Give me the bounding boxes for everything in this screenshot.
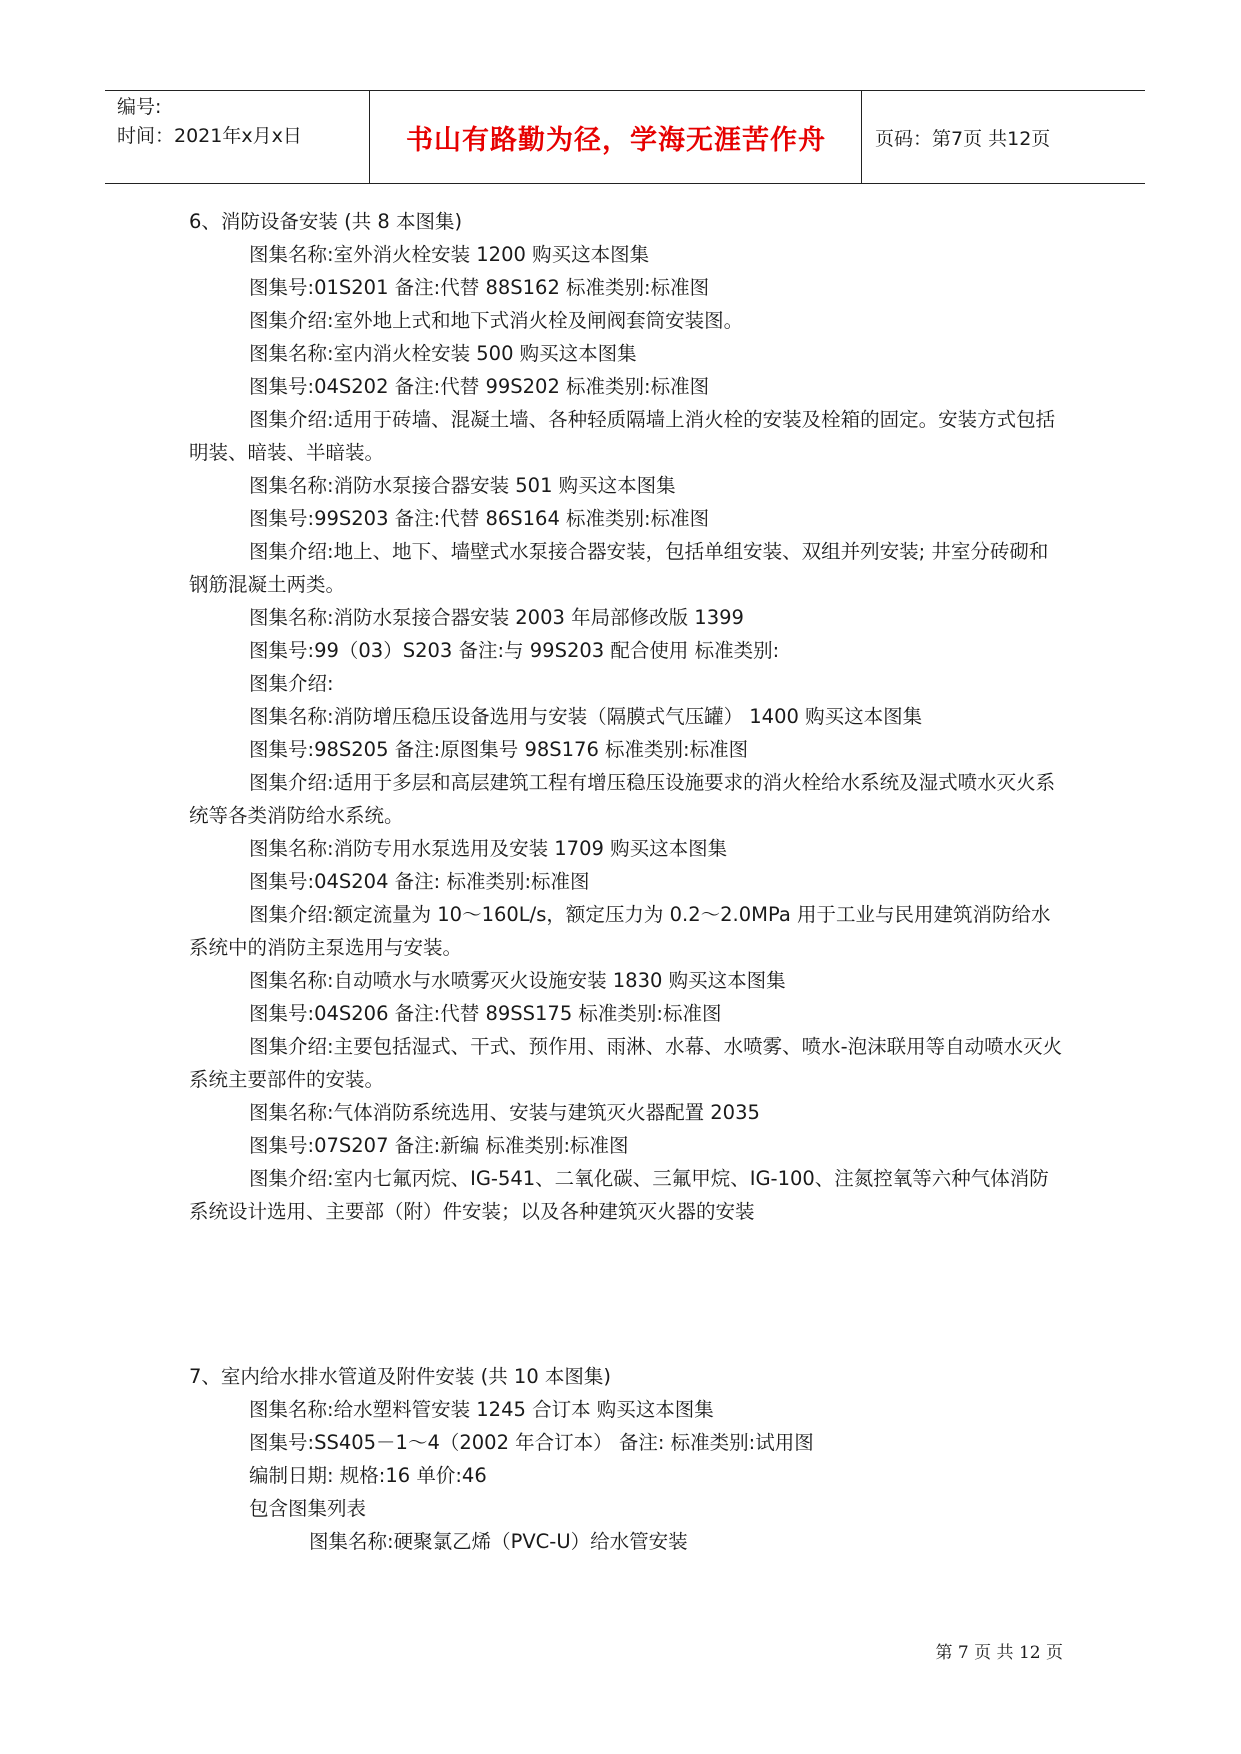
header-slogan: 书山有路勤为径，学海无涯苦作舟 (406, 124, 826, 156)
document-line: 图集名称:自动喷水与水喷雾灭火设施安装 1830 购买这本图集 (249, 969, 786, 992)
document-line: 编制日期: 规格:16 单价:46 (249, 1464, 487, 1487)
section-6-title: 6、消防设备安装 (共 8 本图集) (189, 210, 463, 233)
page-footer: 第 7 页 共 12 页 (935, 1643, 1063, 1663)
document-body (189, 205, 1065, 1558)
section-gap (189, 1228, 1065, 1360)
document-line: 图集号:98S205 备注:原图集号 98S176 标准类别:标准图 (249, 738, 749, 761)
document-line: 包含图集列表 (249, 1497, 367, 1520)
document-line: 图集介绍:地上、地下、墙壁式水泵接合器安装，包括单组安装、双组并列安装; 井室分砖砌和钢筋混凝土两类。 (189, 540, 1049, 596)
document-line: 图集名称:室内消火栓安装 500 购买这本图集 (249, 342, 637, 365)
document-line: 图集号:04S206 备注:代替 89SS175 标准类别:标准图 (249, 1002, 722, 1025)
document-line: 图集号:04S204 备注: 标准类别:标准图 (249, 870, 590, 893)
document-line: 图集名称:消防水泵接合器安装 2003 年局部修改版 1399 (249, 606, 744, 629)
document-line: 图集号:99（03）S203 备注:与 99S203 配合使用 标准类别: (249, 639, 780, 662)
section-7-title: 7、室内给水排水管道及附件安装 (共 10 本图集) (189, 1365, 612, 1388)
document-line: 图集名称:室外消火栓安装 1200 购买这本图集 (249, 243, 650, 266)
document-line: 图集介绍:室内七氟丙烷、IG-541、二氧化碳、三氟甲烷、IG-100、注氮控氧等六种气体消防系统设计选用、主要部（附）件安装；以及各种建筑灭火器的安装 (189, 1167, 1049, 1223)
header-divider-left (369, 91, 370, 183)
header-page-code: 页码：第7页 共12页 (875, 127, 1051, 150)
document-line: 图集名称:消防水泵接合器安装 501 购买这本图集 (249, 474, 676, 497)
document-line: 图集介绍:室外地上式和地下式消火栓及闸阀套筒安装图。 (249, 309, 744, 332)
document-time-label: 时间：2021年x月x日 (117, 125, 302, 147)
page-header (105, 90, 1145, 184)
document-line: 图集名称:给水塑料管安装 1245 合订本 购买这本图集 (249, 1398, 714, 1421)
header-meta (117, 93, 367, 151)
document-line: 图集名称:硬聚氯乙烯（PVC-U）给水管安装 (309, 1530, 688, 1553)
document-line: 图集名称:消防专用水泵选用及安装 1709 购买这本图集 (249, 837, 728, 860)
document-line: 图集介绍: (249, 672, 334, 695)
document-line: 图集介绍:主要包括湿式、干式、预作用、雨淋、水幕、水喷雾、喷水-泡沫联用等自动喷水灭火系统主要部件的安装。 (189, 1035, 1063, 1091)
document-line: 图集号:SS405－1～4（2002 年合订本） 备注: 标准类别:试用图 (249, 1431, 814, 1454)
section-6-entries (189, 238, 1065, 1228)
section-7-entries (189, 1393, 1065, 1558)
document-line: 图集号:99S203 备注:代替 86S164 标准类别:标准图 (249, 507, 710, 530)
document-line: 图集介绍:适用于多层和高层建筑工程有增压稳压设施要求的消火栓给水系统及湿式喷水灭火系统等各类消防给水系统。 (189, 771, 1056, 827)
document-line: 图集名称:气体消防系统选用、安装与建筑灭火器配置 2035 (249, 1101, 760, 1124)
document-line: 图集号:01S201 备注:代替 88S162 标准类别:标准图 (249, 276, 710, 299)
document-line: 图集名称:消防增压稳压设备选用与安装（隔膜式气压罐） 1400 购买这本图集 (249, 705, 923, 728)
document-line: 图集介绍:额定流量为 10～160L/s，额定压力为 0.2～2.0MPa 用于工业与民用建筑消防给水系统中的消防主泵选用与安装。 (189, 903, 1051, 959)
document-line: 图集介绍:适用于砖墙、混凝土墙、各种轻质隔墙上消火栓的安装及栓箱的固定。安装方式包括明装、暗装、半暗装。 (189, 408, 1056, 464)
document-line: 图集号:04S202 备注:代替 99S202 标准类别:标准图 (249, 375, 710, 398)
document-number-label: 编号: (117, 96, 162, 118)
document-line: 图集号:07S207 备注:新编 标准类别:标准图 (249, 1134, 629, 1157)
header-divider-right (861, 91, 862, 183)
